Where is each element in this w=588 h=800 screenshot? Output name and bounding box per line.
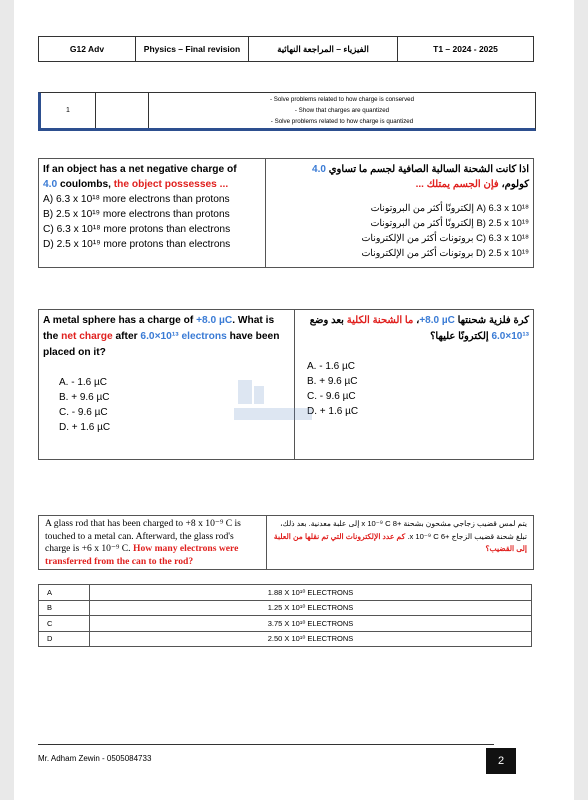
option-a-ar[interactable]: A) 6.3 x 10¹⁸ إلكترونًا أكثر من البروتونات [370,202,529,213]
options-list-ar [299,359,529,419]
question-1-english [39,159,266,267]
objective-line: - Solve problems related to how charge is conserved [269,96,415,103]
stem-text: يتم لمس قضيب زجاجي مشحون بشحنة +8 x 10⁻⁹ C إلى علبة معدنية. بعد ذلك، تبلغ شحنة قضيب الزجاج +6 x 10⁻⁹ C. [280,519,527,541]
question-3-arabic [267,516,533,569]
page-number: 2 [486,748,516,774]
grade-cell: G12 Adv [39,37,136,61]
option-b[interactable]: B) 2.5 x 10¹⁹ more electrons than protons [43,209,230,220]
question-3-english [39,516,267,569]
option-d[interactable]: D) 2.5 x 10¹⁹ more protons than electrons [43,239,231,250]
objective-number: 1 [41,93,96,128]
objective-blank-cell [96,93,149,128]
question-1 [38,158,534,268]
highlight-text: net charge [61,331,113,342]
stem-text: إلكترونًا عليها؟ [430,331,492,342]
objective-line: - Solve problems related to how charge is quantized [270,118,414,125]
option-a-ar[interactable]: A. - 1.6 µC [307,361,355,372]
objectives-table [38,92,536,131]
option-c-ar[interactable]: C. - 9.6 µC [307,391,356,402]
stem-text: كولوم، [501,179,529,190]
question-2-stem [43,313,290,361]
highlight-text: the object possesses ... [113,179,229,190]
question-1-arabic [266,159,533,267]
answer-row[interactable] [39,616,532,632]
objective-lines [149,93,535,128]
objective-line: - Show that charges are quantized [294,107,390,114]
stem-text: have been placed on it? [43,331,280,358]
question-2-stem-ar [299,313,529,345]
question-1-stem [43,162,261,192]
stem-text: . What is the [43,315,275,342]
answer-value: 1.88 X 10¹⁰ ELECTRONS [90,585,532,601]
stem-text: If an object has a net negative charge of [43,164,237,175]
watermark-logo [232,378,314,424]
answers-table [38,584,532,647]
answer-letter: D [39,631,90,647]
option-b-ar[interactable]: B. + 9.6 µC [307,376,358,387]
option-a[interactable]: A. - 1.6 µC [59,377,107,388]
option-c[interactable]: C. - 9.6 µC [59,407,108,418]
stem-text: اذا كانت الشحنة السالبة الصافية لجسم ما تساوي [328,164,529,175]
subject-en-cell: Physics – Final revision [136,37,249,61]
highlight-text: How many electrons were transferred from the can to the rod? [45,543,239,567]
electron-count: 6.0×10¹³ [491,331,529,342]
option-b-ar[interactable]: B) 2.5 x 10¹⁹ إلكترونًا أكثر من البروتونات [370,217,529,228]
answer-letter: A [39,585,90,601]
question-3 [38,515,534,570]
answer-row[interactable] [39,600,532,616]
charge-value: 4.0 [43,179,58,190]
answer-row[interactable] [39,631,532,647]
header-table [38,36,534,62]
option-c-ar[interactable]: C) 6.3 x 10¹⁸ بروتونات أكثر من الإلكترونات [361,232,529,243]
stem-text: بعد وضع [309,315,347,326]
highlight-text: كم عدد الإلكترونات التي تم نقلها من العلبة إلى القضيب؟ [273,531,527,553]
answer-value: 2.50 X 10¹⁰ ELECTRONS [90,631,532,647]
subject-ar-cell: الفيزياء – المراجعة النهائية [249,37,398,61]
charge-value: 4.0 [312,164,326,175]
stem-text: A metal sphere has a charge of [43,315,197,326]
question-1-stem-ar [270,162,529,192]
option-c[interactable]: C) 6.3 x 10¹⁸ more protons than electrons [43,224,231,235]
answer-letter: B [39,600,90,616]
term-cell: T1 – 2024 - 2025 [433,44,498,54]
option-d-ar[interactable]: D) 2.5 x 10¹⁹ بروتونات أكثر من الإلكترونات [361,247,529,258]
footer-divider [38,744,494,745]
stem-text: A glass rod that has been charged to +8 x 10⁻⁹ C is touched to a metal can. Afterward, the glass rod's charge is +6 x 10⁻⁹ C. [45,518,241,554]
highlight-text: فإن الجسم يمتلك ... [415,179,499,190]
stem-text: after [112,331,141,342]
stem-text: ، [413,315,420,326]
electron-count: 6.0×10¹³ electrons [140,331,227,342]
option-a[interactable]: A) 6.3 x 10¹⁸ more electrons than protons [43,194,230,205]
footer-author: Mr. Adham Zewin - 0505084733 [38,754,152,763]
charge-value: +8.0 µC [419,315,455,326]
answer-value: 1.25 X 10¹⁰ ELECTRONS [90,600,532,616]
option-d[interactable]: D. + 1.6 µC [59,422,111,433]
answer-letter: C [39,616,90,632]
option-b[interactable]: B. + 9.6 µC [59,392,110,403]
option-d-ar[interactable]: D. + 1.6 µC [307,406,359,417]
highlight-text: ما الشحنة الكلية [346,315,414,326]
answer-row[interactable] [39,585,532,601]
question-2-arabic [295,310,533,459]
charge-value: +8.0 µC [196,315,233,326]
answer-value: 3.75 X 10¹⁰ ELECTRONS [90,616,532,632]
stem-text: coulombs, [57,179,114,190]
stem-text: كرة فلزية شحنتها [454,315,529,326]
